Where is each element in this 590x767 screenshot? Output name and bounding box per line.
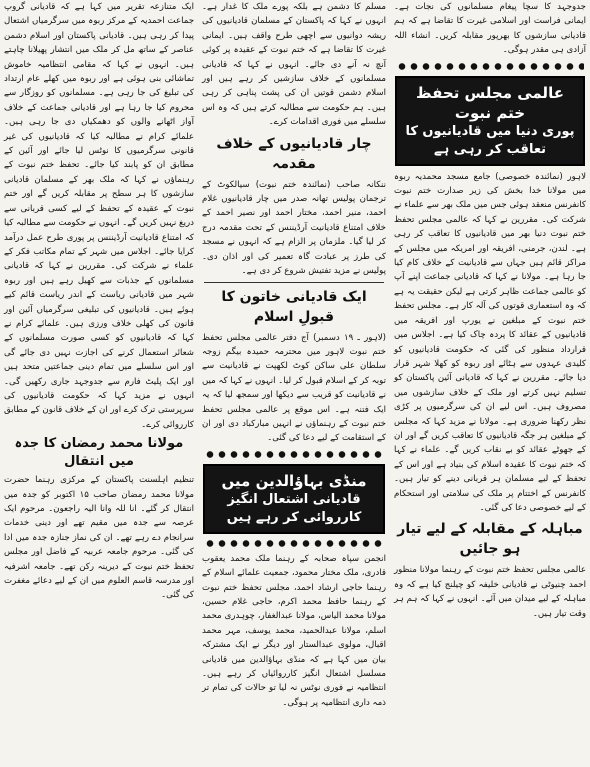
middle-story1-headline: چار قادیانیوں کے خلاف مقدمہ	[216, 135, 372, 172]
middle-story1-body: ننکانہ صاحب (نمائندہ ختم نبوت) سیالکوٹ کے ترجمان پولیس تھانہ صدر میں چار قادیانیوں غلام احمد، منیر احمد، مختار احمد اور نصیر احمد کے خلاف امتناع قادیانیت آرڈیننس کے تحت مقدمہ درج کر لیا گیا۔ ملزمان پر الزام ہے کہ انہوں نے مسجد کی طرز پر عبادت گاہ تعمیر کی اور اذان دی۔ پولیس نے مزید تفتیش شروع کر دی ہے۔	[202, 179, 386, 277]
left-obituary-headline: مولانا محمد رمضان کا جدہ میں انتقال	[14, 436, 184, 470]
ornament-divider	[204, 449, 384, 460]
divider-line	[204, 282, 384, 283]
middle-body-bottom: انجمن سپاہ صحابہ کے رہنما ملک محمد یعقوب قادری، ملک مختار محمود، جمعیت علمائے اسلام کے رہنما حاجی ارشاد احمد، مجلس تحفظ ختم نبوت کے رہنما حافظ محمد اکرم، حاجی غلام حسین، مولانا محمد الیاس، مولانا عبدالغفار، چوہدری محمد اسلم، مولانا عبدالحمید، محمد یوسف، مہر محمد اقبال، مولوی عبدالستار اور دیگر نے ایک مشترکہ بیان میں کہا ہے کہ منڈی بہاؤالدین میں قادیانی مسلسل اشتعال انگیز کارروائیاں کر رہے ہیں۔ انتظامیہ نے فوری نوٹس نہ لیا تو حالات کی تمام تر ذمہ داری انتظامیہ پر ہوگی۔	[202, 553, 386, 708]
middle-banner-line-2: قادیانی اشتعال انگیز کارروائی کر رہے ہیں	[226, 491, 362, 525]
right-column	[392, 0, 588, 767]
right-body-top: جدوجہد کا سچا پیغام مسلمانوں کی نجات ہے۔ ایمانی فراست اور اسلامی غیرت کا تقاضا ہے کہ ہم قادیانی سازشوں کا بھرپور مقابلہ کریں۔ انشاء اللہ آزادی ہی مقدر ہوگی۔	[394, 2, 586, 56]
right-body-main: لاہور (نمائندہ خصوصی) جامع مسجد محمدیہ ربوہ میں مولانا خدا بخش کی زیر صدارت ختم نبوت کانفرنس منعقد ہوئی جس میں ملک بھر سے علماء نے شرکت کی۔ مقررین نے کہا کہ عالمی مجلس تحفظ ختم نبوت دنیا بھر میں قادیانیوں کا تعاقب کر رہی ہے۔ لندن، جرمنی، افریقہ اور امریکہ میں مجلس کے مراکز قائم ہیں جہاں سے قادیانیت کے خلاف کام کیا جا رہا ہے۔ مولانا نے کہا کہ قادیانی جماعت اپنے آپ کو عالمی جماعت ظاہر کرتی ہے لیکن حقیقت یہ ہے کہ وہ استعماری قوتوں کی آلہ کار ہے۔ مجلس تحفظ ختم نبوت کے مبلغین نے یورپ اور افریقہ میں قادیانیوں کے عقائد کا پردہ چاک کیا ہے۔ اجلاس میں قرارداد منظور کی گئی کہ حکومت قادیانیوں کو کلیدی عہدوں سے ہٹائے اور ربوہ کو کھلا شہر قرار دیا جائے۔ مقررین نے کہا کہ قادیانی آئین پاکستان کو تسلیم نہیں کرتے اور ملک کے خلاف سازشوں میں مصروف ہیں۔ اس لیے ان کی سرگرمیوں پر کڑی نظر رکھنا ضروری ہے۔ مولانا نے مزید کہا کہ مجلس کے مبلغین ہر جگہ قادیانیوں کا تعاقب کریں گے اور ان کے جھوٹے عقائد کو بے نقاب کریں گے۔ علماء نے کہا کہ ختم نبوت کا عقیدہ اسلام کی بنیاد ہے اور اس کے تحفظ کے لیے مسلمان ہر قربانی دینے کو تیار ہیں۔ کانفرنس کے اختتام پر ملک کی سلامتی اور استحکام کے لیے خصوصی دعا کی گئی۔	[394, 171, 586, 513]
middle-column	[200, 0, 388, 767]
left-body-top: ایک متنازعہ تقریر میں کہا ہے کہ قادیانی گروپ جماعت احمدیہ کے مرکز ربوہ میں سرگرمیاں اشتعال پیدا کر رہی ہیں۔ قادیانی پاکستان اور اسلام دشمن عناصر کے ساتھ مل کر ملک میں انتشار پھیلانا چاہتے ہیں۔ انہوں نے کہا کہ مقامی انتظامیہ خاموش تماشائی بنی ہوئی ہے اور ربوہ میں کھلے عام ارتداد کی تبلیغ کی جا رہی ہے۔ مسلمانوں کو روزگار سے محروم کیا جا رہا ہے اور قادیانی جماعت کے خلاف آواز اٹھانے والوں کو دھمکیاں دی جا رہی ہیں۔ علمائے کرام نے مطالبہ کیا کہ قادیانیوں کی غیر قانونی سرگرمیوں کا نوٹس لیا جائے اور آئین کے مطابق ان کو پابند کیا جائے۔ تحفظ ختم نبوت کے رہنماؤں نے کہا کہ ملک بھر کے مسلمان قادیانی سازشوں کا ہر سطح پر مقابلہ کریں گے اور ختم نبوت کے عقیدہ کے تحفظ کے لیے کسی قربانی سے دریغ نہیں کریں گے۔ انہوں نے حکومت سے مطالبہ کیا کہ امتناع قادیانیت آرڈیننس پر پوری طرح عمل درآمد کرایا جائے۔ اجلاس میں شہر کے تمام مکاتب فکر کے علماء نے شرکت کی۔ مقررین نے کہا کہ قادیانی مسلمانوں کے جذبات سے کھیل رہے ہیں اور ربوہ شہر میں قادیانی ریاست کے اندر ریاست قائم کیے ہوئے ہیں۔ قادیانیوں کی تبلیغی سرگرمیاں آئین اور قانون کی کھلی خلاف ورزی ہیں۔ علمائے کرام نے کہا کہ قادیانیوں کو کسی صورت مسلمانوں کے شعائر استعمال کرنے کی اجازت نہیں دی جائے گی اور اس سلسلے میں تمام دینی جماعتیں متحد ہیں اور ایک پلیٹ فارم سے جدوجہد جاری رکھیں گی۔ انہوں نے مزید کہا کہ حکومت قادیانیوں کی سرپرستی ترک کرے اور ان کے خلاف قانون کے مطابق کارروائی کرے۔	[4, 2, 194, 430]
ornament-divider	[204, 538, 384, 549]
right-banner-line-1: عالمی مجلس تحفظ ختم نبوت	[416, 83, 564, 122]
right-banner-line-2: پوری دنیا میں قادیانیوں کا تعاقب کر رہی ہے	[405, 123, 575, 157]
right-story-body: عالمی مجلس تحفظ ختم نبوت کے رہنما مولانا منظور احمد چنیوٹی نے قادیانی خلیفہ کو چیلنج کیا ہے کہ وہ مباہلہ کے لیے میدان میں آئے۔ انہوں نے کہا کہ ہم ہر وقت تیار ہیں۔	[394, 565, 586, 619]
left-obituary-body: تنظیم اہلسنت پاکستان کے مرکزی رہنما حضرت مولانا محمد رمضان صاحب ۱۵ اکتوبر کو جدہ میں انتقال کر گئے۔ انا للہ وانا الیہ راجعون۔ مرحوم ایک عرصہ سے جدہ میں مقیم تھے اور دینی خدمات سرانجام دے رہے تھے۔ ان کی نماز جنازہ جدہ میں ادا کی گئی۔ مرحوم جامعہ عربیہ کے فاضل اور مجلس تحفظ ختم نبوت کے دیرینہ رکن تھے۔ جامعہ اشرفیہ اور مدرسہ قاسم العلوم میں ان کے لیے دعائے مغفرت کی گئی۔	[4, 475, 194, 601]
middle-body-top: مسلم کا دشمن ہے بلکہ پورے ملک کا غدار ہے۔ انہوں نے کہا کہ پاکستان کے مسلمان قادیانیوں کی ریشہ دوانیوں سے اچھی طرح واقف ہیں۔ ایمانی غیرت کا تقاضا ہے کہ ختم نبوت کے عقیدہ پر کوئی آنچ نہ آنے دی جائے۔ انہوں نے کہا کہ قادیانی مسلمانوں کے خلاف سازشیں کر رہے ہیں اور اسلام دشمن قوتیں ان کی پشت پناہی کر رہی ہیں۔ ہم حکومت سے مطالبہ کرتے ہیں کہ وہ اس سلسلے میں فوری اقدامات کرے۔	[202, 2, 386, 128]
middle-story2-body: (لاہور ـ ۱۹ دسمبر) آج دفتر عالمی مجلس تحفظ ختم نبوت لاہور میں محترمہ حمیدہ بیگم زوجہ سلطان علی ساکن کوٹ لکھپت نے قادیانیت سے توبہ کر کے اسلام قبول کر لیا۔ انہوں نے کہا کہ میں نے قادیانیت کو قریب سے دیکھا اور سمجھ لیا کہ یہ ایک فتنہ ہے۔ اس موقع پر عالمی مجلس تحفظ ختم نبوت کے رہنماؤں نے انہیں مبارکباد دی اور ان کے استقامت کے لیے دعا کی گئی۔	[202, 332, 386, 444]
ornament-divider	[396, 61, 584, 72]
right-story-headline: مباہلہ کے مقابلہ کے لیے تیار ہو جائیں	[397, 521, 583, 558]
left-column	[2, 0, 196, 767]
middle-banner-line-1: منڈی بہاؤالدین میں	[221, 471, 367, 490]
right-headline-banner	[395, 76, 585, 166]
middle-story2-headline: ایک قادیانی خاتون کا قبولِ اسلام	[221, 288, 367, 325]
middle-headline-banner	[203, 464, 385, 534]
